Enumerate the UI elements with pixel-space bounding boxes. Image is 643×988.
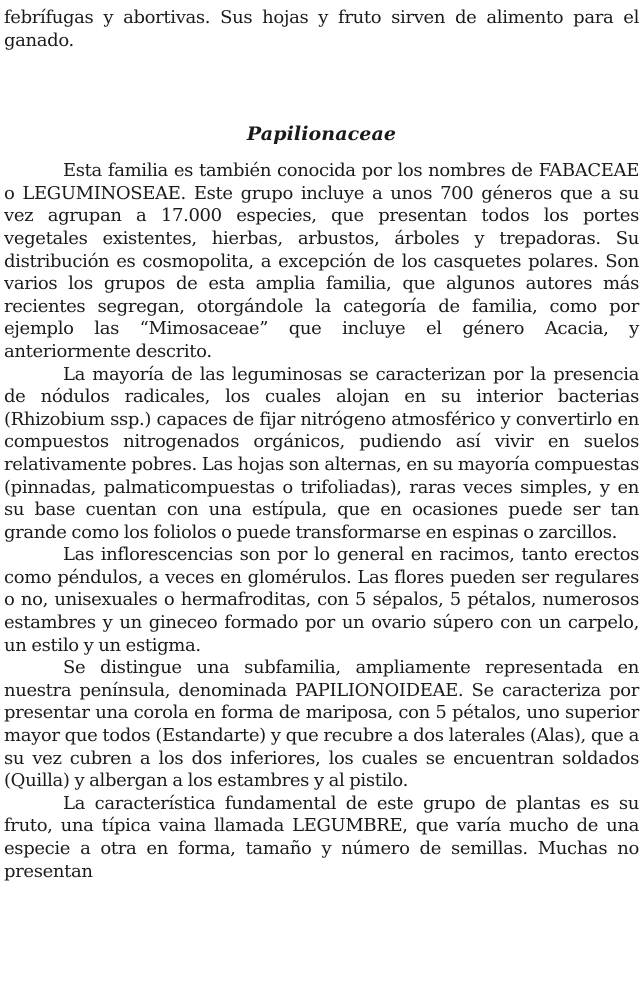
paragraph-inflorescences: Las inflorescencias son por lo general en racimos, tanto erectos como péndulos, a veces en glomérulos. Las flores pueden ser regulares o no, unisexuales o hermafroditas, con 5 sépalos, 5 pétalos, numerosos estambres y un gineceo formado por un ovario súpero con un carpelo, un estilo y un estigma. xyxy=(4,544,639,656)
paragraph-nodules-leaves: La mayoría de las leguminosas se caracterizan por la presencia de nódulos radicales, los cuales alojan en su interior bacterias (Rhizobium ssp.) capaces de fijar nitrógeno atmosférico y convertirlo en compuestos nitrogenados orgánicos, pudiendo así vivir en suelos relativamente pobres. Las hojas son alternas, en su mayoría compuestas (pinnadas, palmaticompuestas o trifoliadas), raras veces simples, y en su base cuentan con una estípula, que en ocasiones puede ser tan grande como los foliolos o puede transformarse en espinas o zarcillos. xyxy=(4,363,639,543)
paragraph-subfamily: Se distingue una subfamilia, ampliamente representada en nuestra península, denominada PAPILIONOIDEAE. Se caracteriza por presentar una corola en forma de mariposa, con 5 pétalos, uno superior mayor que todos (Estandarte) y que recubre a dos laterales (Alas), que a su vez cubren a los dos inferiores, los cuales se encuentran soldados (Quilla) y albergan a los estambres y al pistilo. xyxy=(4,657,639,792)
continuation-paragraph: febrífugas y abortivas. Sus hojas y fruto sirven de alimento para el ganado. xyxy=(4,7,639,51)
section-title: Papilionaceae xyxy=(246,123,397,146)
paragraph-fruit: La característica fundamental de este grupo de plantas es su fruto, una típica vaina llamada LEGUMBRE, que varía mucho de una especie a otra en forma, tamaño y número de semillas. Muchas no presentan xyxy=(4,792,639,882)
paragraph-intro: Esta familia es también conocida por los nombres de FABACEAE o LEGUMINOSEAE. Este grupo incluye a unos 700 géneros que a su vez agrupan a 17.000 especies, que presentan todos los portes vegetales existentes, hierbas, arbustos, árboles y trepadoras. Su distribución es cosmopolita, a excepción de los casquetes polares. Son varios los grupos de esta amplia familia, que algunos autores más recientes segregan, otorgándole la categoría de familia, como por ejemplo las “Mimosaceae” que incluye el género Acacia, y anteriormente descrito. xyxy=(4,160,639,362)
